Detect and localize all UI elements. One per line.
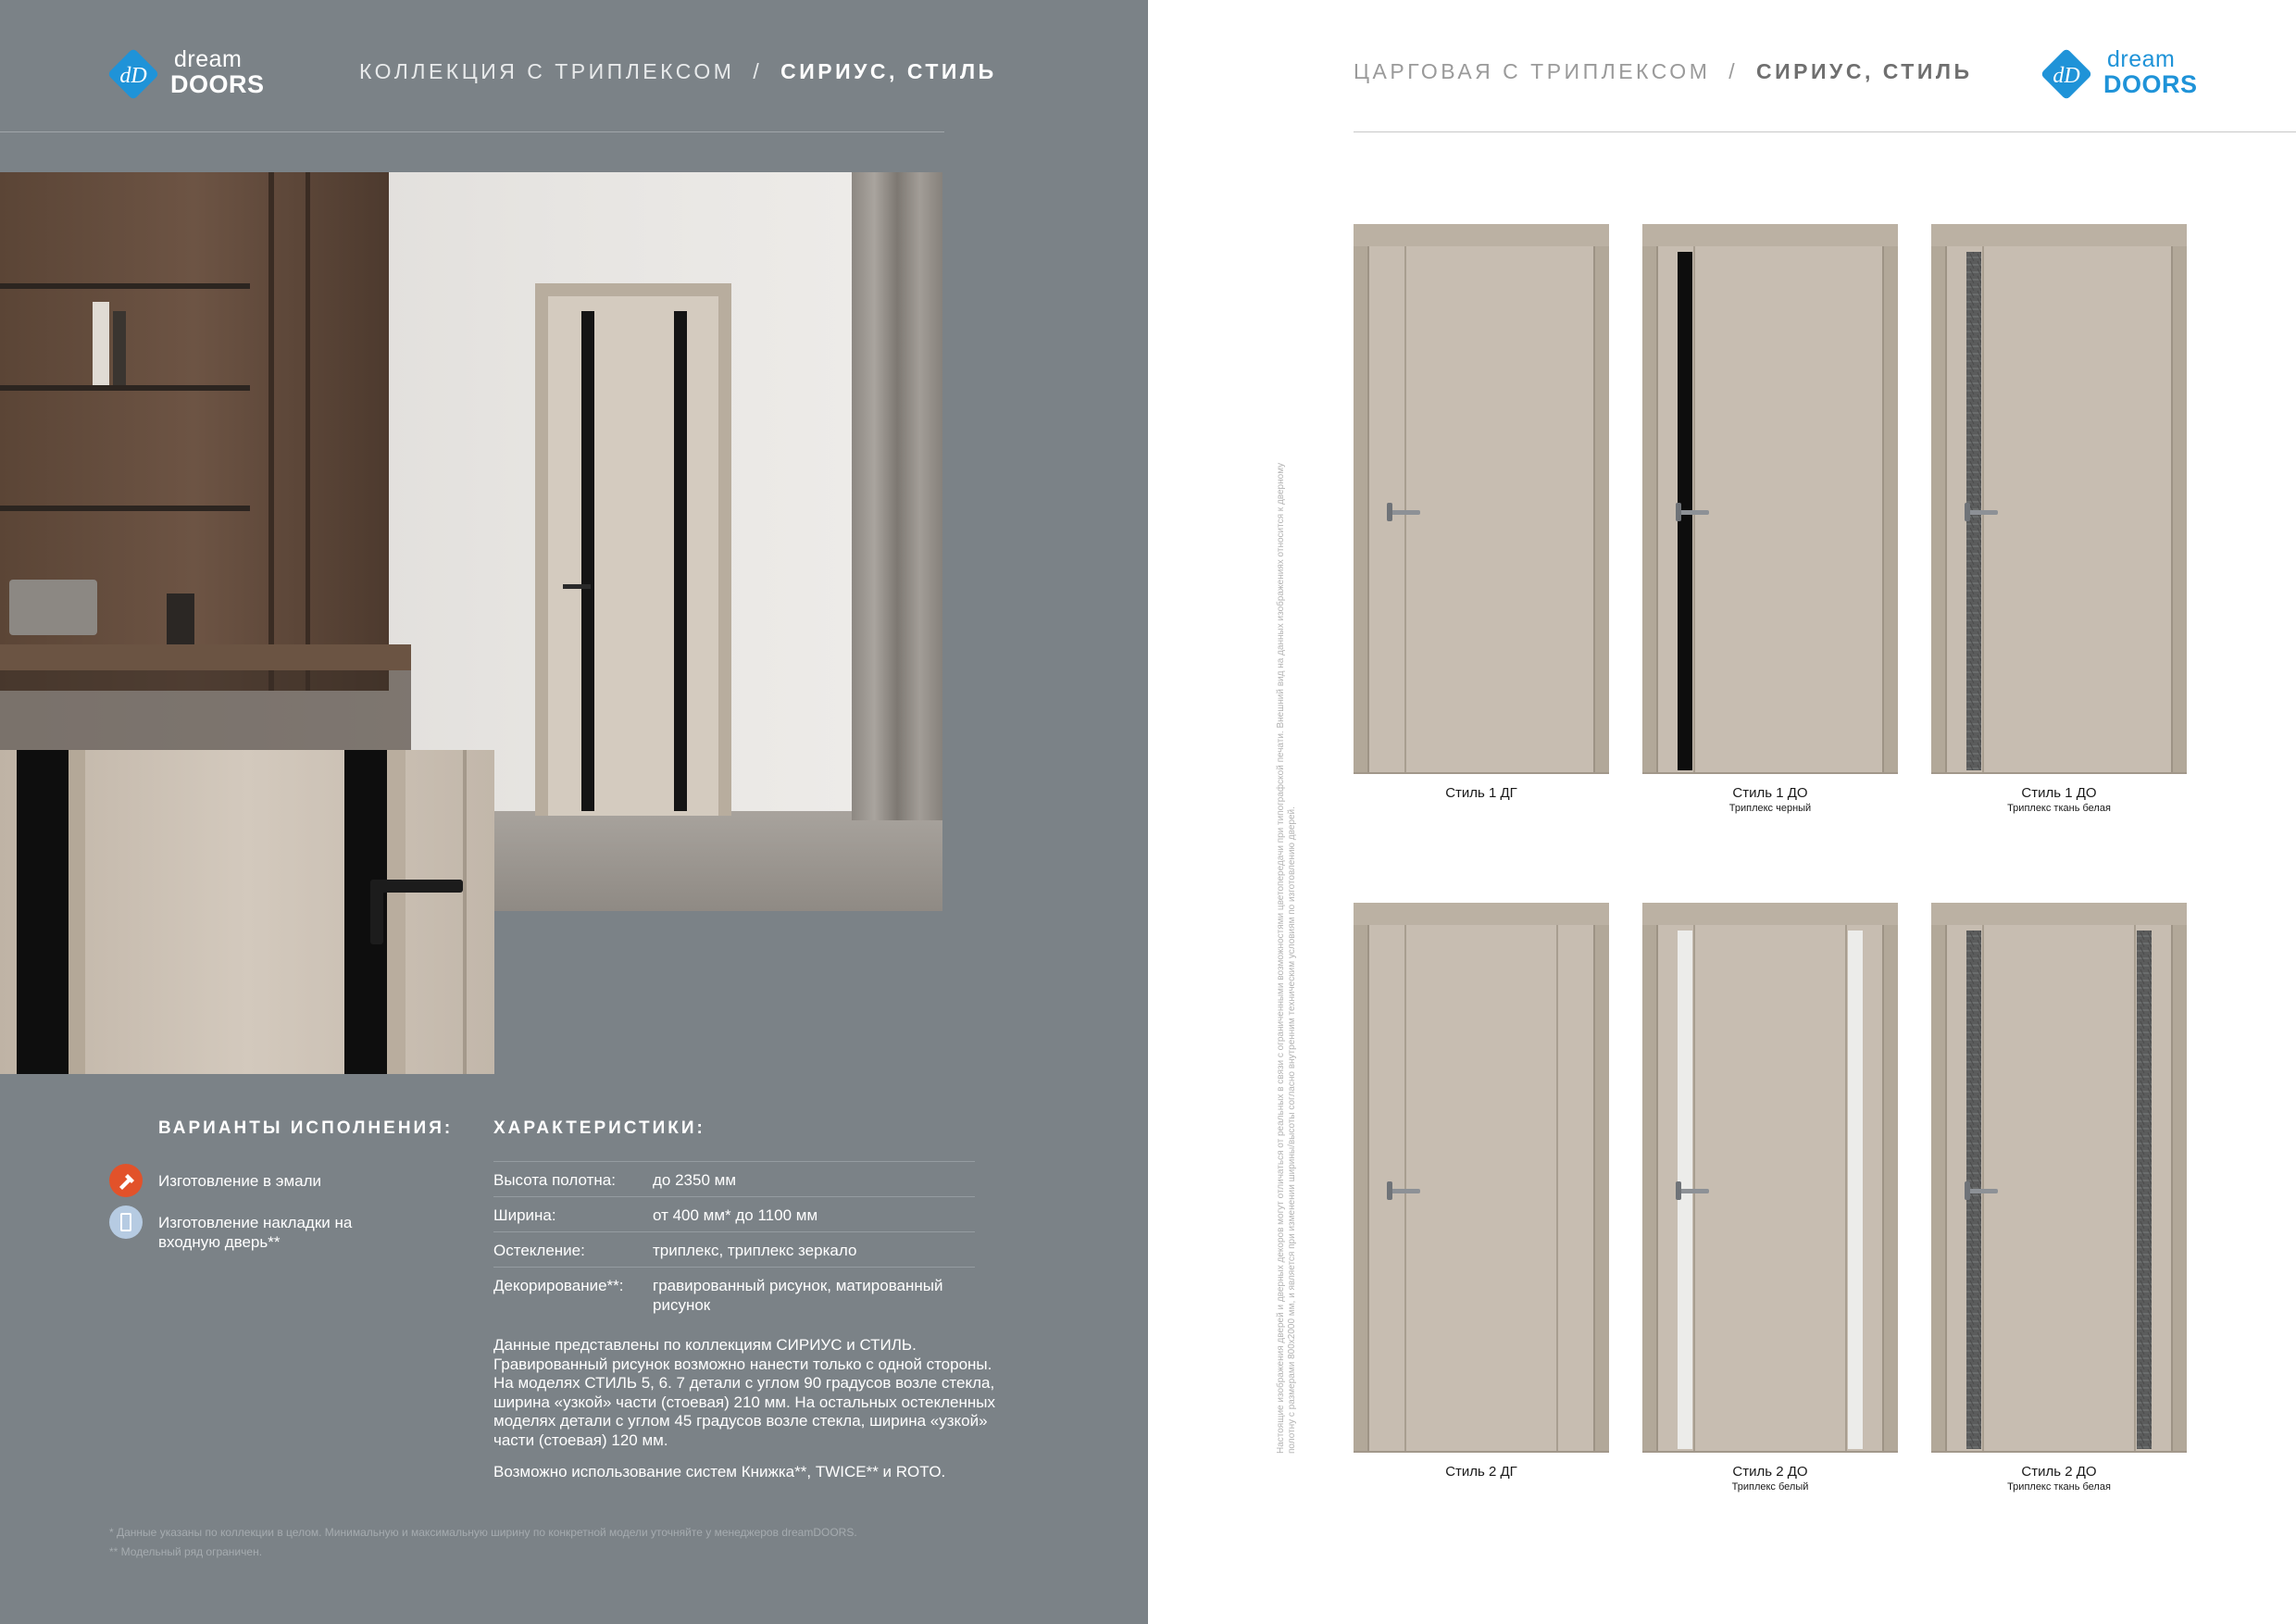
door-image [1642,903,1898,1453]
door-card[interactable] [1931,903,2187,1499]
header-separator: / [753,59,763,83]
header-separator: / [1728,59,1739,83]
footnote-2: ** Модельный ряд ограничен. [109,1545,263,1558]
page-header [359,57,997,85]
door-glass-type: Триплекс ткань белая [2007,803,2111,814]
spec-value: до 2350 мм [653,1171,737,1189]
door-glass-type: Триплекс белый [1731,1481,1809,1493]
header-divider [0,131,944,132]
variants-title: ВАРИАНТЫ ИСПОЛНЕНИЯ: [158,1118,454,1138]
door-card[interactable] [1931,224,2187,820]
door-name: Стиль 2 ДО [1732,1464,1808,1480]
door-image [1354,224,1609,774]
spec-row-decor [493,1267,975,1323]
model-label: СИРИУС, СТИЛЬ [1756,59,1973,83]
svg-text:dD: dD [2053,64,2080,88]
footnote-1: * Данные указаны по коллекции в целом. Минимальную и максимальную ширину по конкретной модели уточняйте у менеджеров dreamDOORS. [109,1526,857,1539]
specs-note: Данные представлены по коллекциям СИРИУС и СТИЛЬ. Гравированный рисунок возможно нанести только с одной стороны. На моделях СТИЛЬ 5, 6. 7 детали с углом 90 градусов возле стекла, ширина «узкой» части (стоевая) 210 мм. На остальных остекленных моделях детали с углом 45 градусов возле стекла, ширина «узкой» части (стоевая) 120 мм. [493,1336,995,1449]
variant-enamel: Изготовление в эмали [158,1172,322,1190]
brand-logo[interactable] [107,44,265,104]
door-card[interactable] [1642,224,1898,820]
spec-value: гравированный рисунок, матированный рисунок [653,1277,943,1314]
door-name: Стиль 1 ДО [2021,785,2097,801]
door-glass-type: Триплекс черный [1728,803,1812,814]
door-card[interactable] [1354,224,1609,820]
spec-row-width [493,1196,975,1232]
door-name: Стиль 2 ДО [2021,1464,2097,1480]
brush-icon [109,1164,143,1197]
page-header [1354,57,1973,85]
door-image [1642,224,1898,774]
door-overlay-icon [109,1206,143,1239]
systems-note: Возможно использование систем Книжка**, TWICE** и ROTO. [493,1463,946,1480]
spec-key: Декорирование**: [493,1277,624,1294]
svg-text:dD: dD [119,64,147,88]
disclaimer-vertical: Настоящие изображения дверей и дверных декоров могут отличаться от реальных в связи с ограниченными возможностями цветопередачи при типографской печати. Внешний вид на данных изображениях относится к дверному полотну с размерами 800х2000 мм, и является при изменении ширины/высоты согласно внутренним техническим условиям по изготовлению дверей. [1276,462,1297,1454]
right-page [1148,0,2296,1624]
spec-key: Остекление: [493,1242,585,1259]
collection-label: КОЛЛЕКЦИЯ С ТРИПЛЕКСОМ [359,59,735,83]
logo-word-dream: dream [174,46,243,72]
door-image [1931,903,2187,1453]
logo-word-doors: DOORS [170,70,265,98]
door-glass-type: Триплекс ткань белая [2007,1481,2111,1493]
door-name: Стиль 2 ДГ [1445,1464,1517,1480]
spec-row-height [493,1161,975,1197]
door-card[interactable] [1642,903,1898,1499]
door-name: Стиль 1 ДГ [1445,785,1517,801]
door-card[interactable] [1354,903,1609,1499]
collection-label: ЦАРГОВАЯ С ТРИПЛЕКСОМ [1354,59,1711,83]
variant-entrance-overlay: Изготовление накладки на входную дверь** [158,1214,353,1251]
logo-mark-icon [2040,48,2092,100]
logo-word-doors: DOORS [2103,70,2198,98]
specs-title: ХАРАКТЕРИСТИКИ: [493,1118,705,1138]
spec-key: Ширина: [493,1206,556,1224]
spec-key: Высота полотна: [493,1171,616,1189]
door-image [1354,903,1609,1453]
door-closeup-photo [0,750,494,1074]
spec-value: от 400 мм* до 1100 мм [653,1206,818,1224]
brand-logo[interactable] [2040,44,2198,104]
spec-row-glazing [493,1231,975,1268]
header-divider [1354,131,2296,132]
door-name: Стиль 1 ДО [1732,785,1808,801]
model-label: СИРИУС, СТИЛЬ [780,59,997,83]
logo-word-dream: dream [2107,46,2176,72]
closeup-image [0,750,494,1074]
door-image [1931,224,2187,774]
spec-value: триплекс, триплекс зеркало [653,1242,857,1259]
logo-mark-icon [107,48,159,100]
